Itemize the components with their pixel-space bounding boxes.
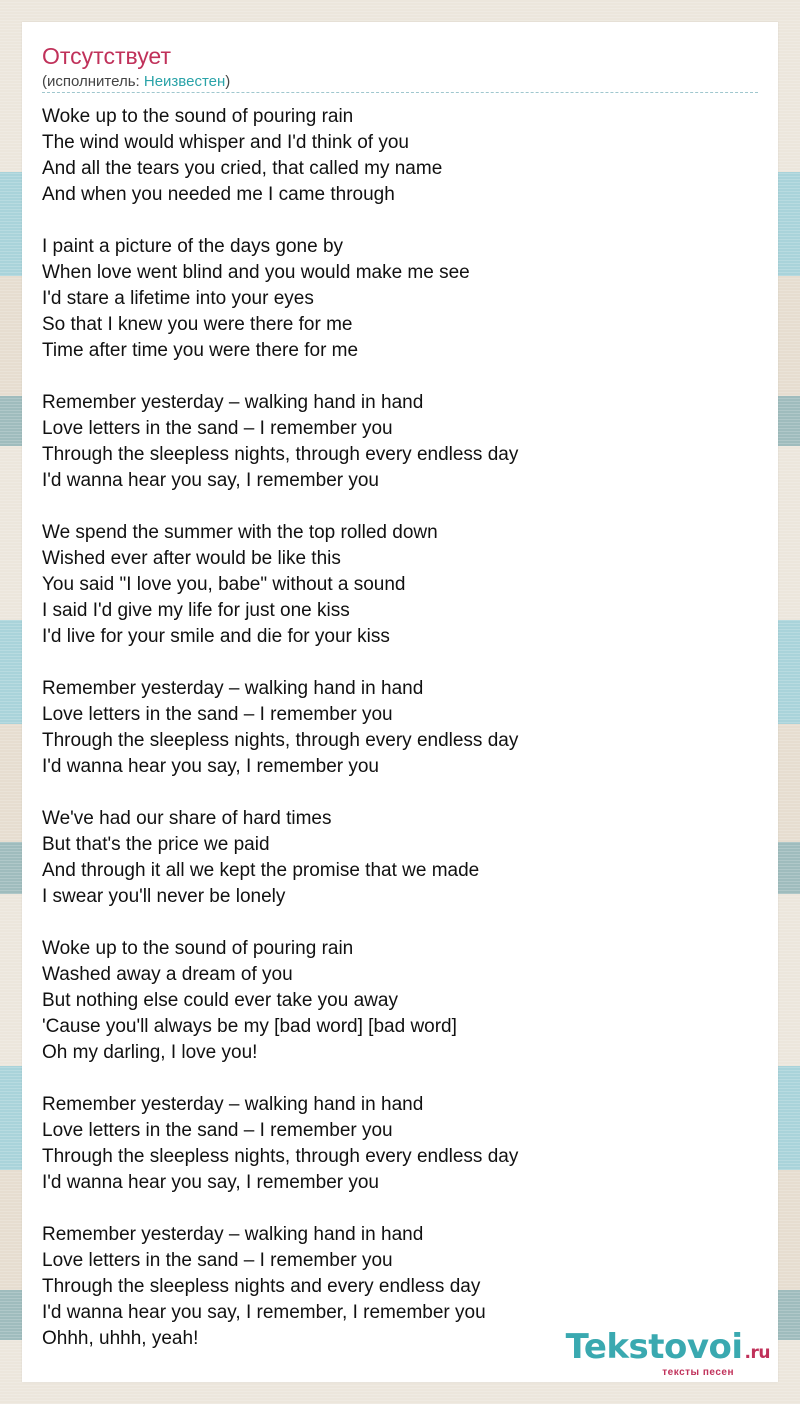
lyric-line: We've had our share of hard times	[42, 808, 332, 829]
lyric-line: Through the sleepless nights, through every endless day	[42, 1146, 519, 1167]
lyric-line: Through the sleepless nights and every endless day	[42, 1276, 481, 1297]
lyric-line: Oh my darling, I love you!	[42, 1042, 258, 1063]
lyric-line: Washed away a dream of you	[42, 964, 293, 985]
lyric-line: I'd stare a lifetime into your eyes	[42, 288, 314, 309]
lyric-line: But nothing else could ever take you away	[42, 990, 398, 1011]
stanza-gap	[42, 208, 758, 234]
lyric-line: The wind would whisper and I'd think of you	[42, 132, 409, 153]
stanza-gap	[42, 364, 758, 390]
lyric-line: Remember yesterday – walking hand in hand	[42, 678, 424, 699]
lyric-line: So that I knew you were there for me	[42, 314, 353, 335]
lyric-line: Time after time you were there for me	[42, 340, 359, 361]
lyric-line: I'd wanna hear you say, I remember, I remember you	[42, 1302, 486, 1323]
artist-line	[42, 73, 230, 91]
stanza-gap	[42, 1066, 758, 1092]
stanza-gap	[42, 910, 758, 936]
lyric-line: I paint a picture of the days gone by	[42, 236, 344, 257]
artist-prefix: (исполнитель:	[42, 73, 144, 90]
lyric-line: Through the sleepless nights, through every endless day	[42, 444, 519, 465]
stanza-gap	[42, 780, 758, 806]
lyric-line: Love letters in the sand – I remember you	[42, 418, 393, 439]
artist-link[interactable]: Неизвестен	[143, 73, 226, 90]
lyrics-text	[42, 104, 758, 1352]
lyric-line: I'd wanna hear you say, I remember you	[42, 756, 379, 777]
lyric-line: I'd live for your smile and die for your kiss	[42, 626, 390, 647]
logo-main-text: Tekstovoi	[565, 1327, 743, 1367]
lyric-line: I swear you'll never be lonely	[42, 886, 286, 907]
lyric-line: Remember yesterday – walking hand in hand	[42, 1094, 424, 1115]
lyric-line: When love went blind and you would make me see	[42, 262, 470, 283]
lyrics-card	[22, 22, 778, 1382]
lyric-line: And all the tears you cried, that called my name	[42, 158, 443, 179]
title-divider	[42, 92, 758, 93]
lyric-line: Through the sleepless nights, through every endless day	[42, 730, 519, 751]
lyric-line: Woke up to the sound of pouring rain	[42, 106, 354, 127]
lyric-line: I said I'd give my life for just one kiss	[42, 600, 350, 621]
site-logo[interactable]	[565, 1327, 770, 1378]
lyric-line: I'd wanna hear you say, I remember you	[42, 470, 379, 491]
lyric-line: Love letters in the sand – I remember you	[42, 1250, 393, 1271]
lyric-line: Ohhh, uhhh, yeah!	[42, 1328, 199, 1349]
lyric-line: We spend the summer with the top rolled down	[42, 522, 438, 543]
lyric-line: But that's the price we paid	[42, 834, 270, 855]
song-title: Отсутствует	[42, 43, 171, 69]
stanza-gap	[42, 1196, 758, 1222]
lyric-line: You said "I love you, babe" without a sound	[42, 574, 406, 595]
stanza-gap	[42, 650, 758, 676]
lyric-line: Love letters in the sand – I remember you	[42, 704, 393, 725]
logo-tagline: тексты песен	[662, 1367, 734, 1378]
lyric-line: Remember yesterday – walking hand in hand	[42, 392, 424, 413]
lyric-line: Love letters in the sand – I remember you	[42, 1120, 393, 1141]
lyric-line: Wished ever after would be like this	[42, 548, 341, 569]
artist-suffix: )	[225, 73, 231, 90]
stanza-gap	[42, 494, 758, 520]
logo-suffix: .ru	[744, 1343, 770, 1363]
lyric-line: Remember yesterday – walking hand in hand	[42, 1224, 424, 1245]
lyric-line: 'Cause you'll always be my [bad word] [bad word]	[42, 1016, 457, 1037]
lyric-line: And when you needed me I came through	[42, 184, 395, 205]
lyric-line: And through it all we kept the promise that we made	[42, 860, 480, 881]
lyric-line: I'd wanna hear you say, I remember you	[42, 1172, 379, 1193]
lyric-line: Woke up to the sound of pouring rain	[42, 938, 354, 959]
